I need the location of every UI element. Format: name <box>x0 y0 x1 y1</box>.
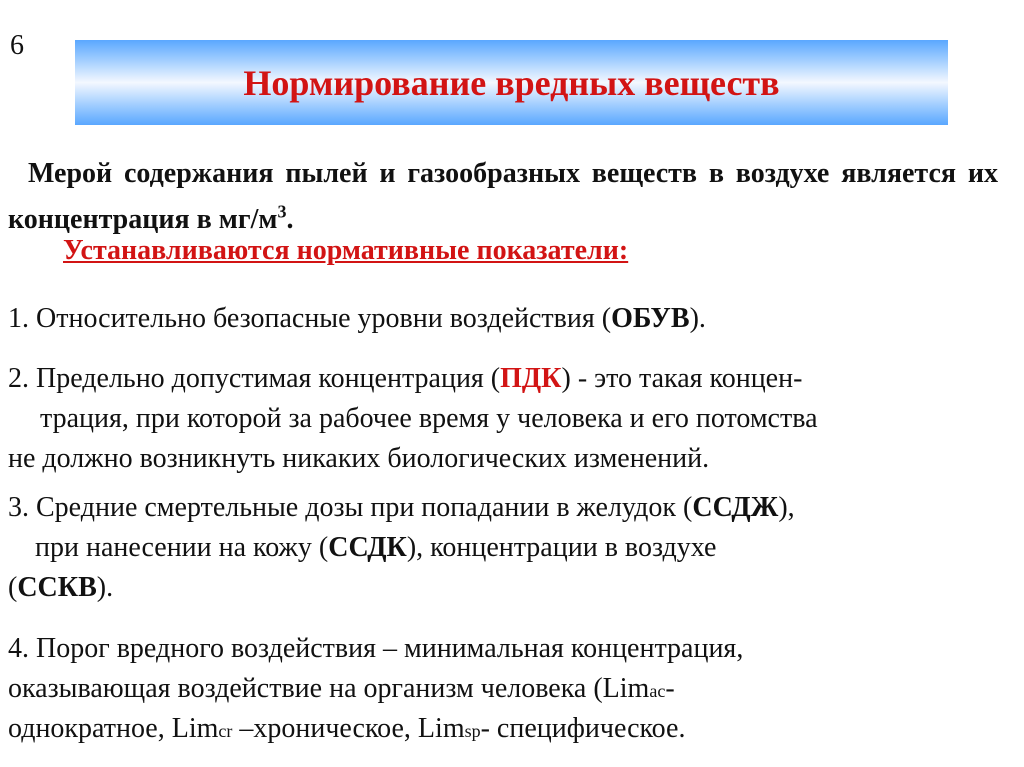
item-2-line-3: не должно возникнуть никаких биологических изменений. <box>8 443 710 474</box>
item-4-line-3-a: однократное, Lim <box>8 713 219 744</box>
item-4-line-3 <box>8 713 685 745</box>
intro-line-2-text: является их концентрация в мг/м <box>8 158 999 236</box>
intro-superscript: 3 <box>277 202 287 222</box>
item-3-line-1 <box>8 492 795 524</box>
item-1-abbr: ОБУВ <box>611 303 690 334</box>
item-3-abbr-1: ССДЖ <box>692 492 779 523</box>
item-2-text-a: Предельно допустимая концентрация ( <box>36 363 501 394</box>
item-4-line-2-a: оказывающая воздействие на организм человека (Lim <box>8 673 650 704</box>
item-3-line-2 <box>35 532 716 564</box>
item-3-text-a: Средние смертельные дозы при попадании в желудок ( <box>36 492 693 523</box>
item-4-text: Порог вредного воздействия – минимальная концентрация, <box>36 633 744 664</box>
item-3-line-2-b: ), концентрации в воздухе <box>406 532 717 563</box>
item-2-text-b: ) - это такая концен- <box>561 363 803 394</box>
item-4-line-3-c: - специфическое. <box>480 713 686 744</box>
item-4-line-2-b: - <box>665 673 675 704</box>
item-1-end: ). <box>689 303 706 334</box>
slide-title: Нормирование вредных веществ <box>243 62 780 103</box>
item-2-line-2: трация, при которой за рабочее время у человека и его потомства <box>40 403 818 434</box>
item-1 <box>8 303 706 335</box>
item-3-text-b: ), <box>778 492 795 523</box>
item-3-line-3-a: ( <box>8 572 18 603</box>
intro-line-1: Мерой содержания пылей и газообразных веществ в воздухе <box>28 158 830 189</box>
item-4-number: 4. <box>8 633 36 664</box>
item-4-line-2 <box>8 673 675 705</box>
slide-number: 6 <box>10 30 24 61</box>
norm-header: Устанавливаются нормативные показатели: <box>63 235 629 266</box>
item-3-line-3 <box>8 572 113 604</box>
item-4-sub-cr: cr <box>218 721 233 741</box>
item-3-abbr-3: ССКВ <box>17 572 97 603</box>
item-4-sub-ac: ac <box>649 681 666 701</box>
item-2-line-1 <box>8 363 802 395</box>
item-2-number: 2. <box>8 363 36 394</box>
item-4-line-1 <box>8 633 743 665</box>
title-banner <box>75 40 948 125</box>
intro-paragraph <box>8 155 998 239</box>
item-4-sub-sp: sp <box>464 721 481 741</box>
item-1-number: 1. <box>8 303 36 334</box>
intro-line-2-end: . <box>286 204 294 236</box>
item-3-line-2-a: при нанесении на кожу ( <box>35 532 329 563</box>
item-2-abbr: ПДК <box>500 363 562 394</box>
item-3-number: 3. <box>8 492 36 523</box>
item-1-text: Относительно безопасные уровни воздействия ( <box>36 303 612 334</box>
item-4-line-3-b: –хроническое, Lim <box>232 713 465 744</box>
item-3-abbr-2: ССДК <box>328 532 407 563</box>
item-3-line-3-b: ). <box>96 572 114 603</box>
